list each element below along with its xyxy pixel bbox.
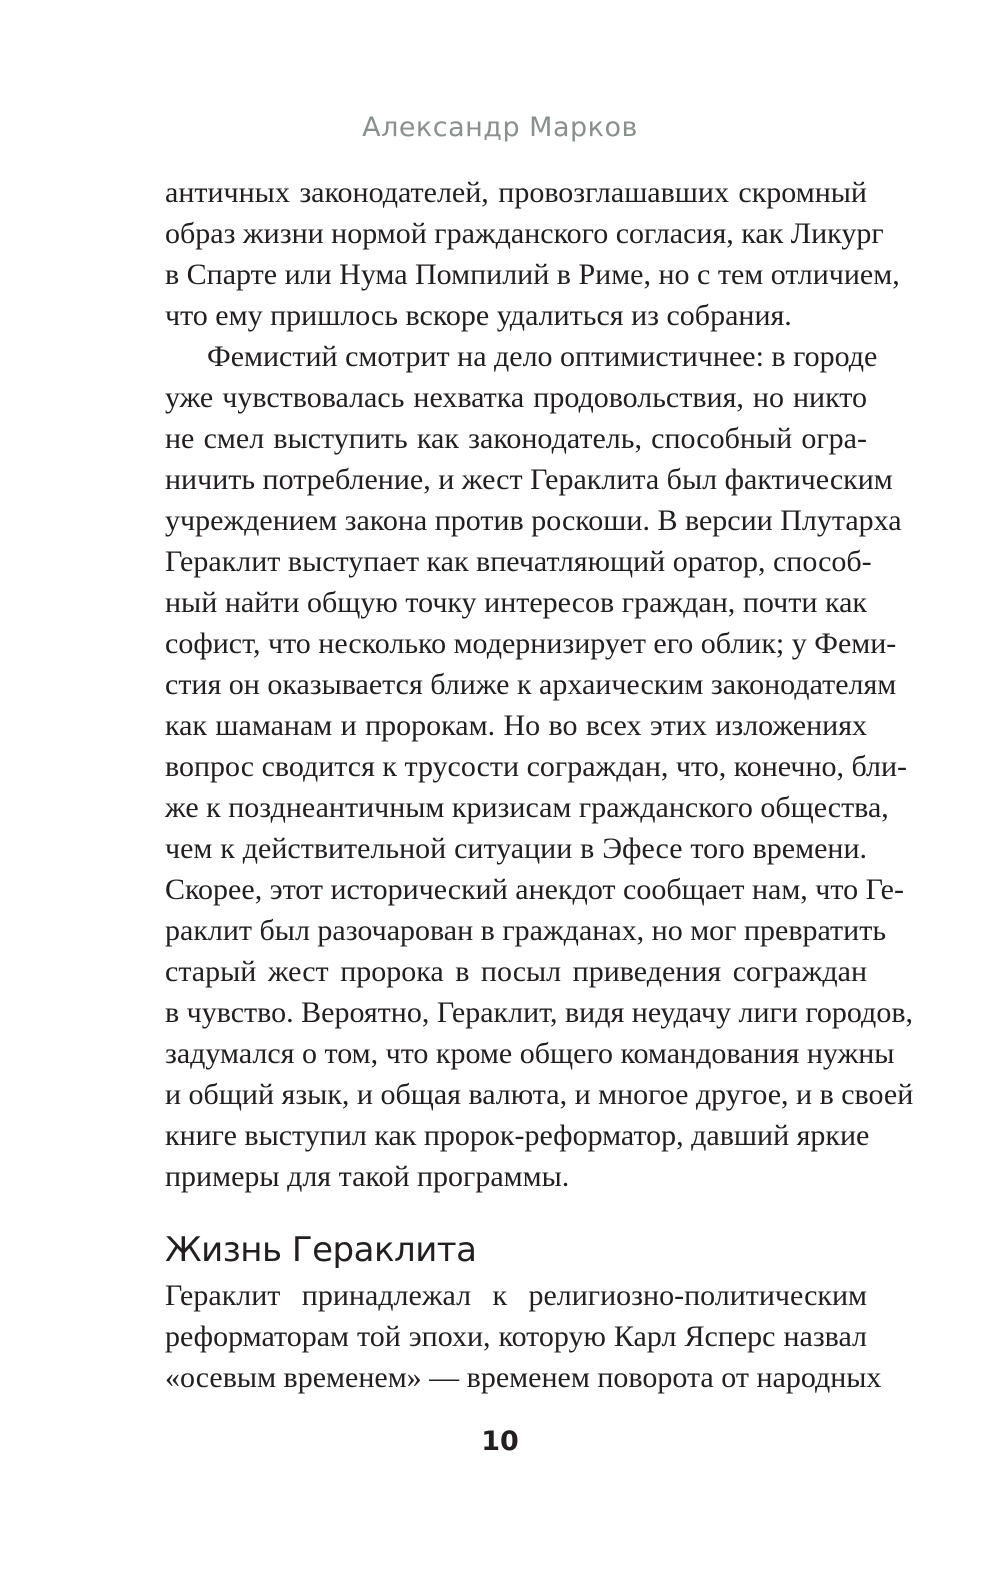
paragraph-heraclitus-life xyxy=(165,1275,882,1398)
text-line: старый жест пророка в посыл приведения сограждан xyxy=(165,955,867,988)
text-line: и общий язык, и общая валюта, и многое другое, и в своей xyxy=(165,1078,914,1111)
text-line: Гераклит принадлежал к религиозно-политическим xyxy=(165,1279,867,1312)
text-line: как шаманам и пророкам. Но во всех этих изложениях xyxy=(165,709,867,742)
text-line: вопрос сводится к трусости сограждан, что, конечно, бли- xyxy=(165,750,908,783)
text-line: не смел выступить как законодатель, способный огра- xyxy=(165,422,867,455)
text-line: в Спарте или Нума Помпилий в Риме, но с тем отличием, xyxy=(165,258,900,291)
text-line: книге выступил как пророк-реформатор, давший яркие xyxy=(165,1119,870,1152)
text-line: уже чувствовалась нехватка продовольствия, но никто xyxy=(165,381,867,414)
text-line: Гераклит выступает как впечатляющий оратор, способ- xyxy=(165,545,872,578)
text-line: античных законодателей, провозглашавших скромный xyxy=(165,176,867,209)
text-line: примеры для такой программы. xyxy=(165,1160,570,1193)
paragraph-continuation xyxy=(165,172,900,336)
text-line: ничить потребление, и жест Гераклита был фактическим xyxy=(165,463,893,496)
text-line: раклит был разочарован в гражданах, но мог превратить xyxy=(165,914,887,947)
text-line: чем к действительной ситуации в Эфесе того времени. xyxy=(165,832,867,865)
text-line: образ жизни нормой гражданского согласия, как Ликург xyxy=(165,217,884,250)
text-line: Скорее, этот исторический анекдот сообщает нам, что Ге- xyxy=(165,873,904,906)
section-text xyxy=(165,1275,882,1398)
text-line: же к позднеантичным кризисам гражданского общества, xyxy=(165,791,889,824)
text-line: ный найти общую точку интересов граждан, почти как xyxy=(165,586,867,619)
section-heading: Жизнь Гераклита xyxy=(165,1230,477,1270)
text-line: стия он оказывается ближе к архаическим законодателям xyxy=(165,668,897,701)
running-head: Александр Марков xyxy=(362,112,638,143)
text-line: софист, что несколько модернизирует его облик; у Феми- xyxy=(165,627,897,660)
paragraph-themistius xyxy=(165,336,914,1197)
text-line: Фемистий смотрит на дело оптимистичнее: в городе xyxy=(207,340,878,373)
text-line: что ему пришлось вскоре удалиться из собрания. xyxy=(165,299,792,332)
text-line: в чувство. Вероятно, Гераклит, видя неудачу лиги городов, xyxy=(165,996,913,1029)
text-line: учреждением закона против роскоши. В версии Плутарха xyxy=(165,504,902,537)
text-line: «осевым временем» — временем поворота от народных xyxy=(165,1361,882,1394)
main-text xyxy=(165,172,914,1197)
text-line: реформаторам той эпохи, которую Карл Ясперс назвал xyxy=(165,1320,867,1353)
page-number: 10 xyxy=(481,1426,519,1457)
text-line: задумался о том, что кроме общего командования нужны xyxy=(165,1037,895,1070)
